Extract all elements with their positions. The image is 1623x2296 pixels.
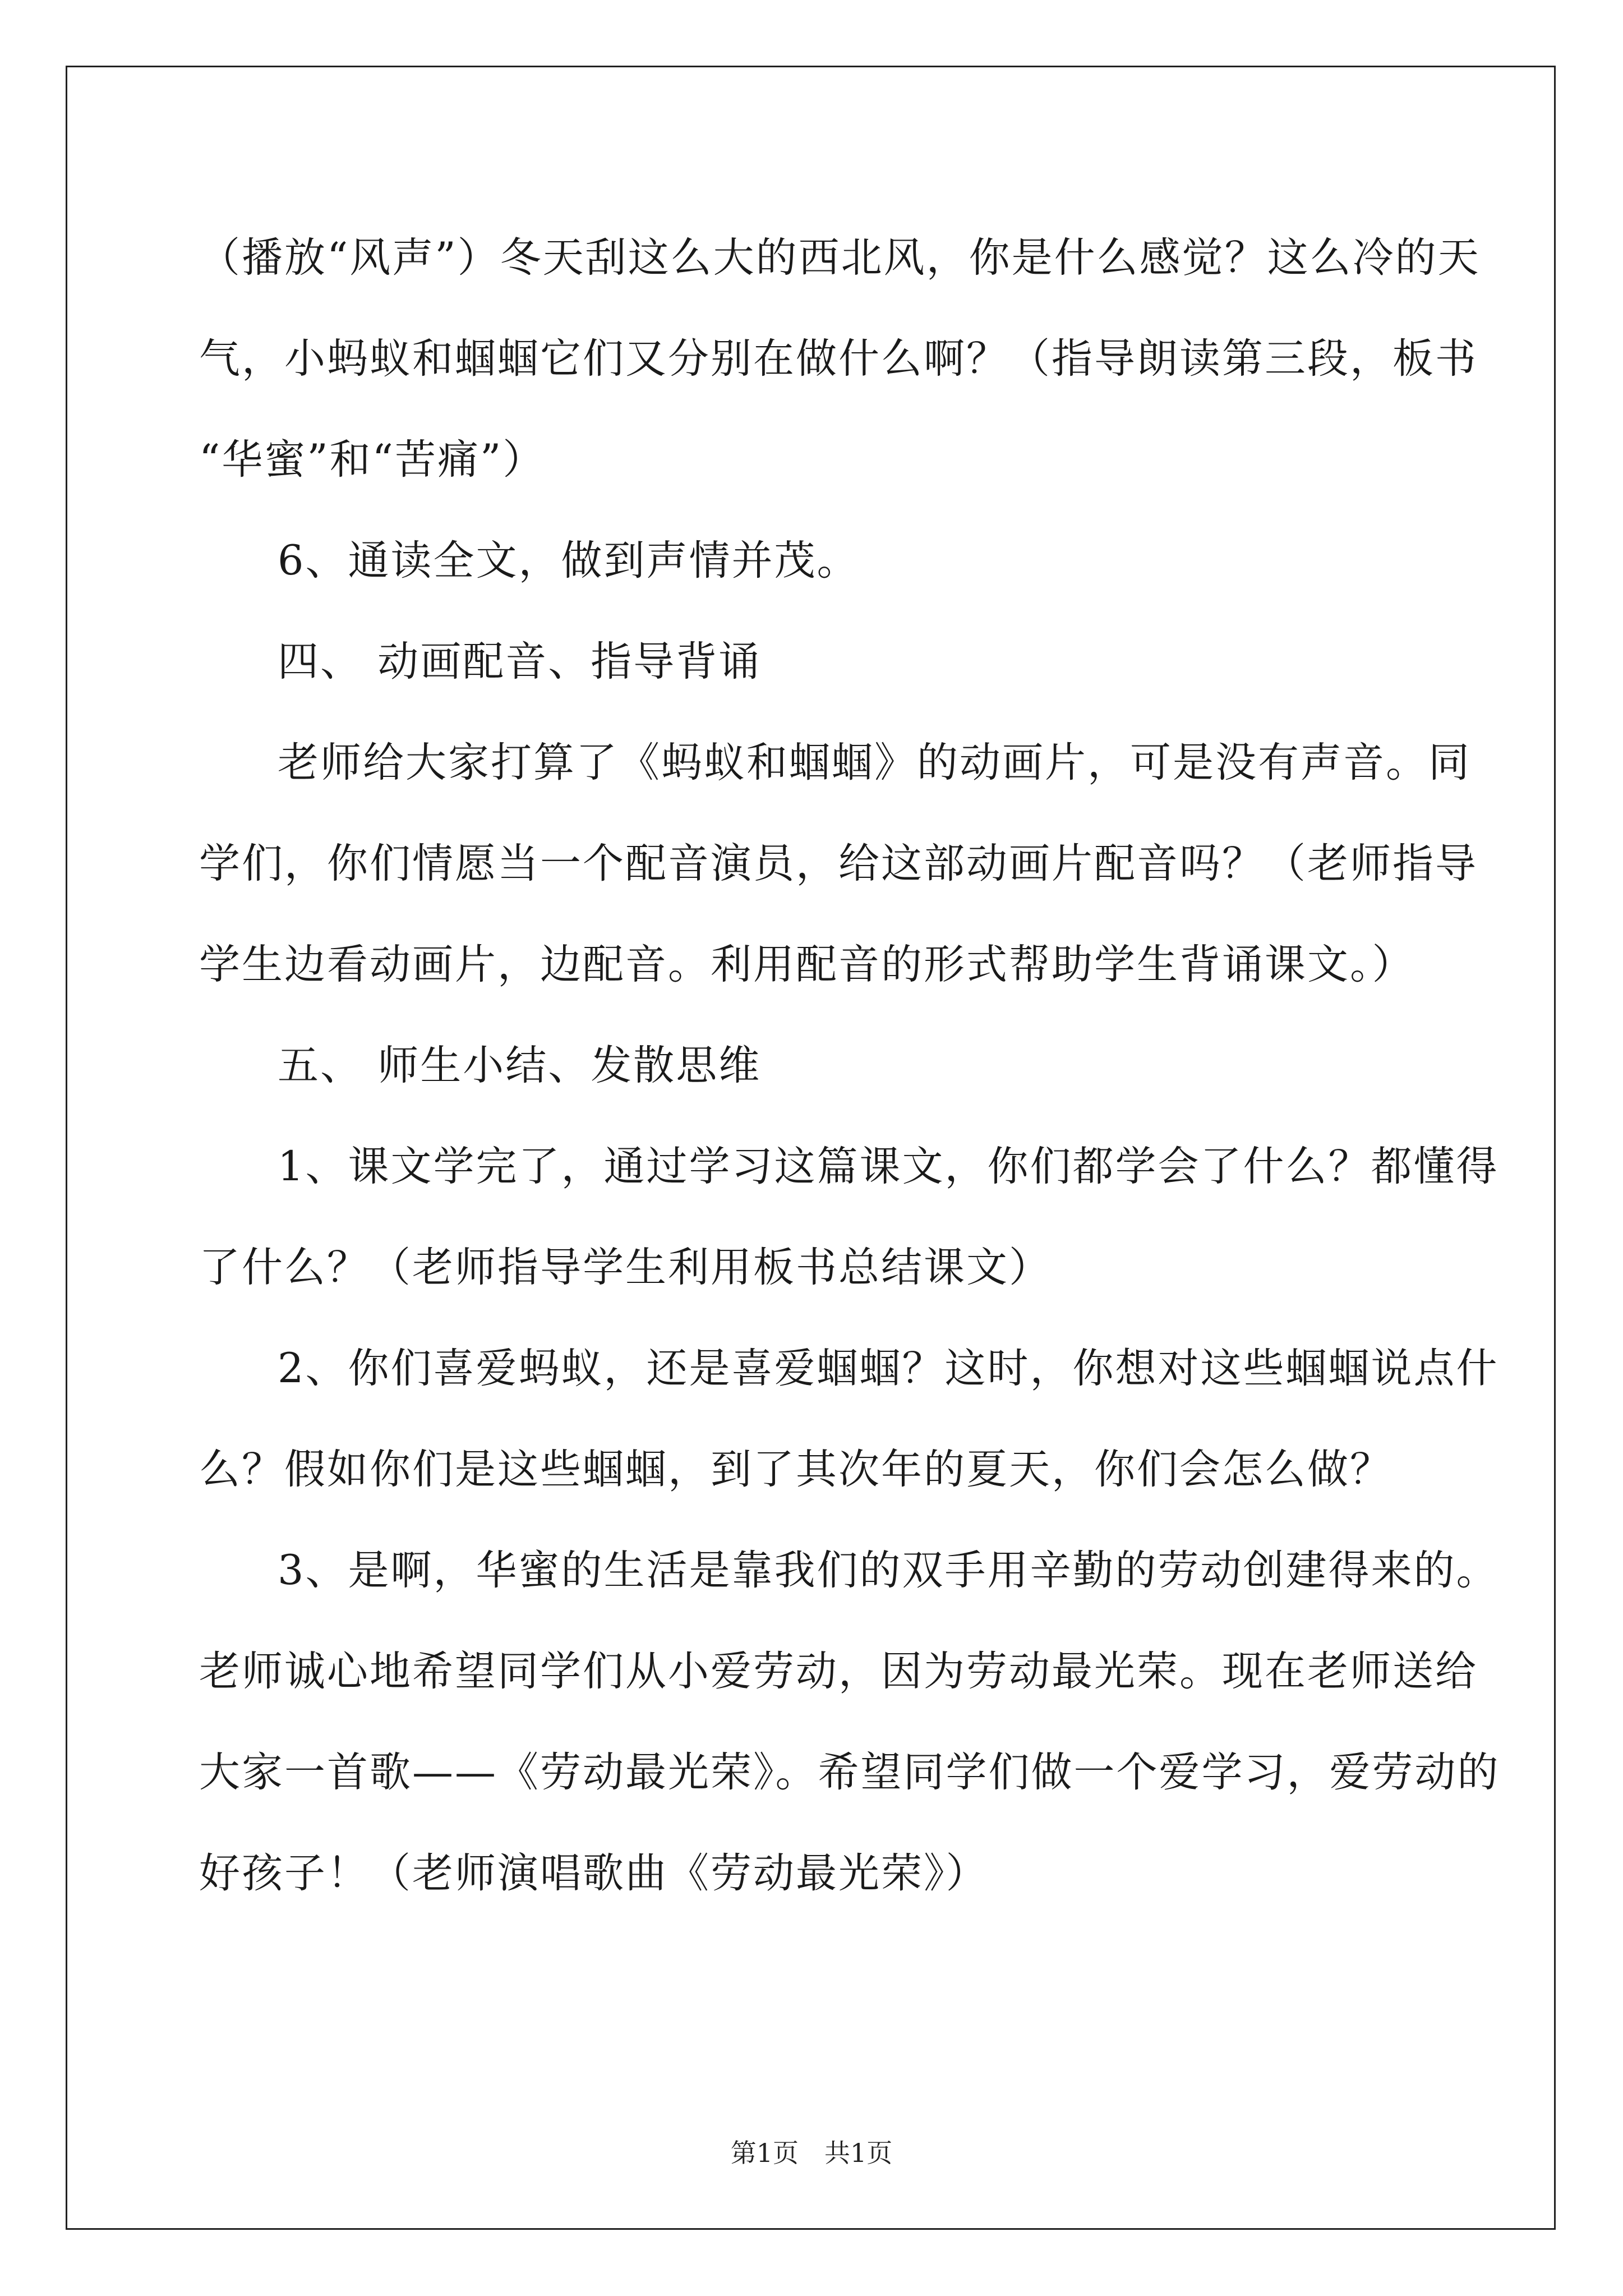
text-line: 好孩子！（老师演唱歌曲《劳动最光荣》）: [199, 1849, 989, 1897]
text-line: 么？假如你们是这些蝈蝈，到了其次年的夏天，你们会怎么做？: [199, 1446, 1393, 1493]
text-line: 6、通读全文，做到声情并茂。: [278, 537, 860, 585]
text-line: （播放“风声”）冬天刮这么大的西北风，你是什么感觉？这么冷的天: [199, 234, 1481, 282]
text-line: 老师诚心地希望同学们从小爱劳动，因为劳动最光荣。现在老师送给: [199, 1648, 1478, 1695]
section-heading: 五、 师生小结、发散思维: [278, 1042, 762, 1089]
text-line: 学们，你们情愿当一个配音演员，给这部动画片配音吗？（老师指导: [199, 840, 1478, 887]
text-line: 3、是啊，华蜜的生活是靠我们的双手用辛勤的劳动创建得来的。: [278, 1547, 1499, 1594]
page-number: 第1页 共1页: [730, 2138, 893, 2168]
text-line: 气，小蚂蚁和蝈蝈它们又分别在做什么啊？（指导朗读第三段，板书: [199, 335, 1478, 383]
text-line: 学生边看动画片，边配音。利用配音的形式帮助学生背诵课文。）: [199, 941, 1415, 988]
text-line: 了什么？（老师指导学生利用板书总结课文）: [199, 1244, 1052, 1291]
text-line: 1、课文学完了，通过学习这篇课文，你们都学会了什么？都懂得: [278, 1143, 1499, 1190]
text-line: 老师给大家打算了《蚂蚁和蝈蝈》的动画片，可是没有声音。同: [278, 739, 1471, 786]
text-line: 2、你们喜爱蚂蚁，还是喜爱蝈蝈？这时，你想对这些蝈蝈说点什: [278, 1345, 1499, 1392]
text-line: “华蜜”和“苦痛”）: [199, 436, 546, 484]
text-line: 大家一首歌——《劳动最光荣》。希望同学们做一个爱学习，爱劳动的: [199, 1749, 1500, 1796]
section-heading: 四、 动画配音、指导背诵: [278, 638, 762, 685]
